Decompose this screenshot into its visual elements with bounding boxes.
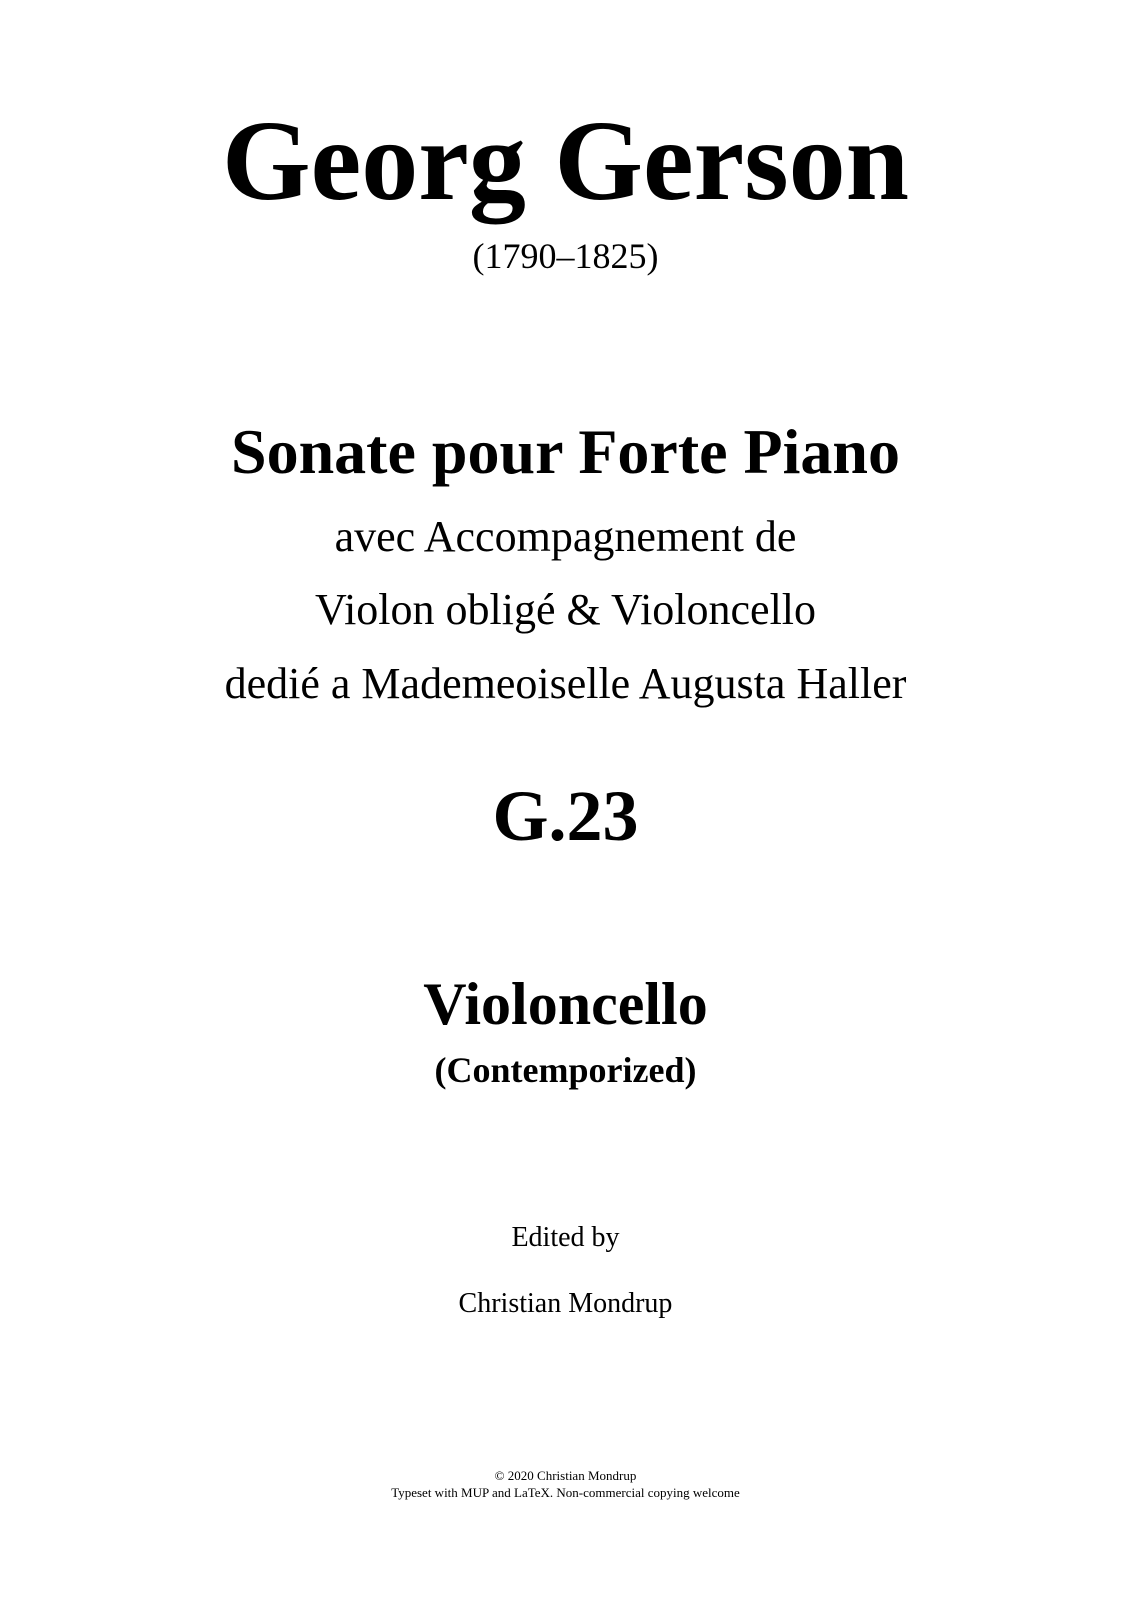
subtitle-line: dedié a Mademeoiselle Augusta Haller — [224, 659, 907, 708]
work-title: Sonate pour Forte Piano — [230, 416, 901, 487]
copyright-notice: © 2020 Christian Mondrup — [494, 1468, 637, 1483]
editor-name: Christian Mondrup — [458, 1288, 673, 1319]
edition-note: (Contemporized) — [434, 1050, 697, 1090]
instrument-name: Violoncello — [423, 971, 708, 1037]
catalog-number: G.23 — [492, 776, 639, 856]
subtitle-line: avec Accompagnement de — [334, 512, 797, 561]
composer-dates: (1790–1825) — [472, 236, 659, 276]
typeset-notice: Typeset with MUP and LaTeX. Non-commercial copying welcome — [391, 1485, 740, 1500]
composer-name: Georg Gerson — [221, 97, 909, 224]
subtitle-line: Violon obligé & Violoncello — [314, 585, 817, 634]
edited-by-label: Edited by — [511, 1222, 620, 1253]
